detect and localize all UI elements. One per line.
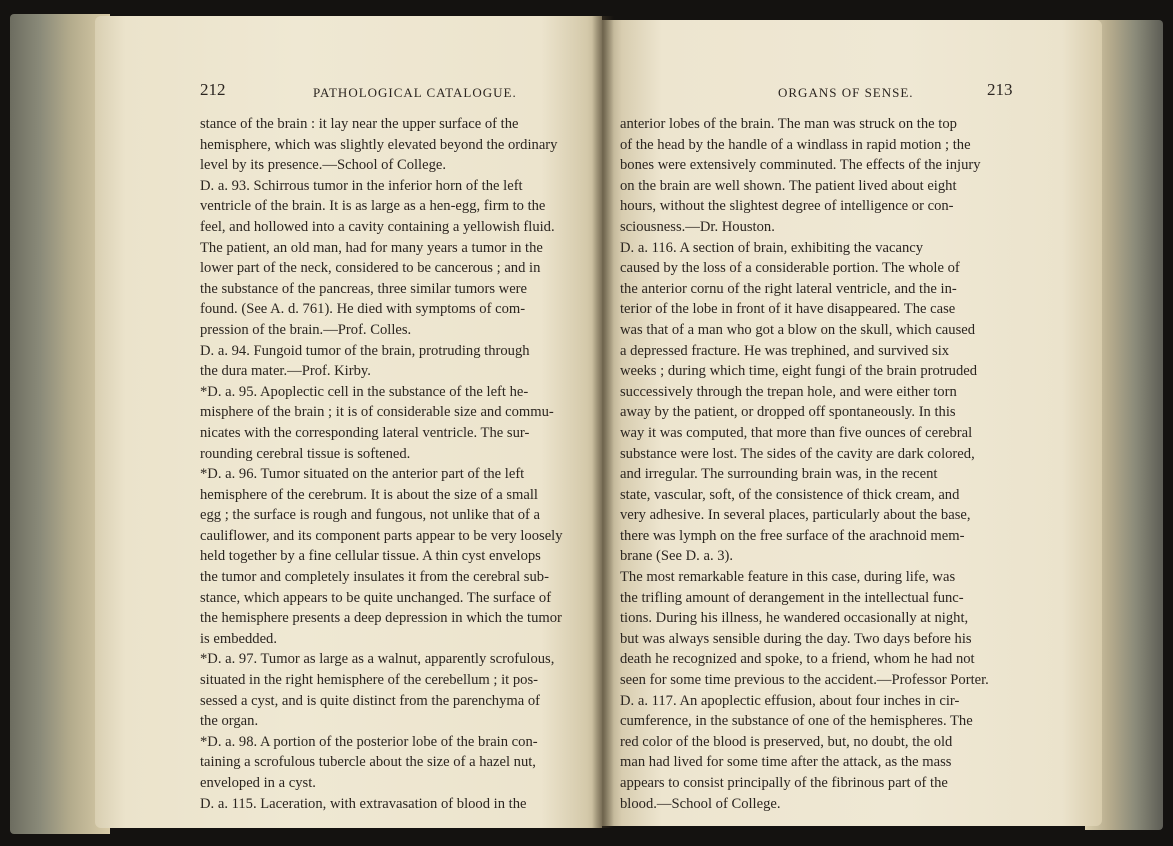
left-page-text (200, 114, 585, 814)
text-line: D. a. 117. An apoplectic effusion, about four inches in cir- (620, 692, 960, 709)
text-line: hours, without the slightest degree of intelligence or con- (620, 198, 954, 215)
text-line: a depressed fracture. He was trephined, and survived six (620, 342, 950, 359)
text-line: man had lived for some time after the attack, as the mass (620, 754, 952, 771)
text-line: situated in the right hemisphere of the cerebellum ; it pos- (200, 672, 538, 689)
text-line: pression of the brain.—Prof. Colles. (200, 321, 412, 338)
text-line: away by the patient, or dropped off spontaneously. In this (620, 404, 956, 421)
text-line: way it was computed, that more than five ounces of cerebral (620, 424, 973, 441)
text-line: very adhesive. In several places, particularly about the base, (620, 507, 971, 524)
text-line: appears to consist principally of the fibrinous part of the (620, 775, 948, 791)
text-line: substance were lost. The sides of the cavity are dark colored, (620, 445, 975, 462)
left-page-number: 212 (200, 80, 226, 99)
text-line: taining a scrofulous tubercle about the size of a hazel nut, (200, 754, 536, 771)
text-line: weeks ; during which time, eight fungi of the brain protruded (620, 363, 978, 380)
text-line: was that of a man who got a blow on the skull, which caused (620, 321, 976, 338)
text-line: cumference, in the substance of one of the hemispheres. The (620, 713, 973, 730)
left-running-head: PATHOLOGICAL CATALOGUE. (313, 85, 517, 100)
text-line: the trifling amount of derangement in the intellectual func- (620, 589, 964, 606)
text-line: anterior lobes of the brain. The man was struck on the top (620, 116, 957, 132)
text-line: the anterior cornu of the right lateral ventricle, and the in- (620, 280, 957, 297)
text-line: sciousness.—Dr. Houston. (620, 218, 775, 235)
text-line: hemisphere, which was slightly elevated beyond the ordinary (200, 136, 558, 153)
text-line: and irregular. The surrounding brain was, in the recent (620, 466, 938, 483)
text-line: cauliflower, and its component parts appear to be very loosely (200, 527, 563, 544)
text-line: the organ. (200, 713, 259, 730)
text-line: D. a. 94. Fungoid tumor of the brain, protruding through (200, 342, 530, 359)
text-line: nicates with the corresponding lateral ventricle. The sur- (200, 424, 530, 441)
text-line: but was always sensible during the day. Two days before his (620, 630, 972, 647)
text-line: caused by the loss of a considerable portion. The whole of (620, 260, 960, 277)
text-line: *D. a. 95. Apoplectic cell in the substance of the left he- (200, 383, 529, 400)
text-line: found. (See A. d. 761). He died with symptoms of com- (200, 301, 526, 318)
text-line: the hemisphere presents a deep depression in which the tumor (200, 610, 562, 627)
text-line: D. a. 93. Schirrous tumor in the inferior horn of the left (200, 177, 523, 194)
text-line: bones were extensively comminuted. The effects of the injury (620, 157, 981, 174)
text-line: D. a. 115. Laceration, with extravasation of blood in the (200, 795, 527, 812)
text-line: misphere of the brain ; it is of considerable size and commu- (200, 404, 554, 421)
text-line: stance of the brain : it lay near the upper surface of the (200, 116, 519, 132)
text-line: *D. a. 97. Tumor as large as a walnut, apparently scrofulous, (200, 651, 555, 668)
book-gutter (592, 16, 614, 828)
text-line: hemisphere of the cerebrum. It is about the size of a small (200, 486, 538, 503)
right-page-number: 213 (987, 80, 1013, 99)
text-line: is embedded. (200, 630, 278, 647)
text-line: the dura mater.—Prof. Kirby. (200, 363, 371, 380)
text-line: red color of the blood is preserved, but, no doubt, the old (620, 733, 953, 750)
text-line: rounding cerebral tissue is softened. (200, 445, 411, 462)
text-line: brane (See D. a. 3). (620, 548, 734, 565)
text-line: D. a. 116. A section of brain, exhibiting the vacancy (620, 239, 924, 256)
text-line: lower part of the neck, considered to be cancerous ; and in (200, 260, 541, 277)
text-line: sessed a cyst, and is quite distinct from the parenchyma of (200, 692, 541, 709)
text-line: feel, and hollowed into a cavity containing a yellowish fluid. (200, 218, 555, 235)
text-line: level by its presence.—School of College. (200, 157, 447, 174)
text-line: enveloped in a cyst. (200, 775, 316, 791)
text-line: successively through the trepan hole, and were either torn (620, 383, 957, 400)
text-line: blood.—School of College. (620, 795, 781, 812)
text-line: terior of the lobe in front of it have disappeared. The case (620, 301, 956, 318)
text-line: held together by a fine cellular tissue. A thin cyst envelops (200, 548, 541, 565)
text-line: egg ; the surface is rough and fungous, not unlike that of a (200, 507, 541, 524)
text-line: stance, which appears to be quite unchanged. The surface of (200, 589, 552, 606)
text-line: seen for some time previous to the accident.—Professor Porter. (620, 672, 989, 689)
text-line: death he recognized and spoke, to a friend, whom he had not (620, 651, 975, 668)
text-line: ventricle of the brain. It is as large as a hen-egg, firm to the (200, 198, 546, 215)
text-line: of the head by the handle of a windlass in rapid motion ; the (620, 136, 971, 153)
text-line: there was lymph on the free surface of the arachnoid mem- (620, 527, 965, 544)
text-line: the tumor and completely insulates it from the cerebral sub- (200, 569, 549, 586)
right-page-text (620, 114, 1005, 814)
text-line: the substance of the pancreas, three similar tumors were (200, 280, 528, 297)
text-line: tions. During his illness, he wandered occasionally at night, (620, 610, 969, 627)
text-line: on the brain are well shown. The patient lived about eight (620, 177, 957, 194)
text-line: The patient, an old man, had for many years a tumor in the (200, 239, 543, 256)
text-line: *D. a. 96. Tumor situated on the anterior part of the left (200, 466, 525, 483)
text-line: The most remarkable feature in this case, during life, was (620, 569, 956, 586)
text-line: *D. a. 98. A portion of the posterior lobe of the brain con- (200, 733, 538, 750)
right-running-head: ORGANS OF SENSE. (778, 85, 914, 100)
text-line: state, vascular, soft, of the consistence of thick cream, and (620, 486, 960, 503)
